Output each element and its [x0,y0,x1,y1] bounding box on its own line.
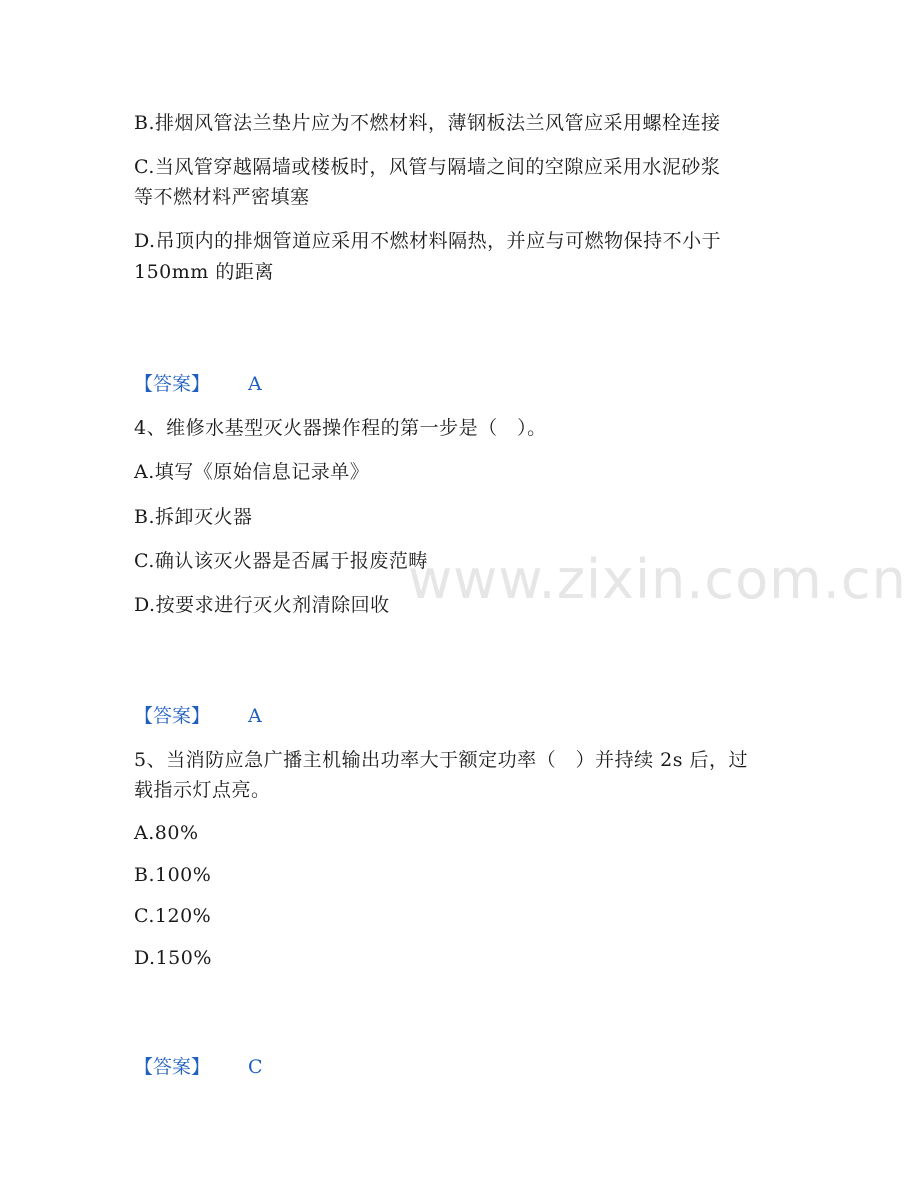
q3-option-c-line1: C.当风管穿越隔墙或楼板时，风管与隔墙之间的空隙应采用水泥砂浆 [134,156,721,178]
watermark: www.zixin.com.cn [408,548,907,611]
q4-option-c: C.确认该灭火器是否属于报废范畴 [134,550,428,572]
q5-option-d: D.150% [134,947,212,969]
answer-label: 【答案】 [134,1056,211,1078]
q5-answer [134,1055,263,1079]
q5-option-c: C.120% [134,905,212,927]
answer-value: A [248,373,262,395]
answer-value: A [248,705,262,727]
q5-option-b: B.100% [134,864,212,886]
answer-value: C [248,1056,263,1078]
q4-stem: 4、维修水基型灭火器操作程的第一步是（ ）。 [134,417,547,439]
q3-option-c-line2: 等不燃材料严密填塞 [134,186,310,208]
q4-option-a: A.填写《原始信息记录单》 [134,461,370,483]
q5-stem-line1: 5、当消防应急广播主机输出功率大于额定功率（ ）并持续 2s 后，过 [134,749,749,771]
q3-answer [134,372,262,396]
answer-label: 【答案】 [134,705,211,727]
q3-option-d-line1: D.吊顶内的排烟管道应采用不燃材料隔热，并应与可燃物保持不小于 [134,230,722,252]
q4-option-d: D.按要求进行灭火剂清除回收 [134,594,390,616]
q4-option-b: B.拆卸灭火器 [134,506,253,528]
answer-label: 【答案】 [134,373,211,395]
q3-option-b: B.排烟风管法兰垫片应为不燃材料，薄钢板法兰风管应采用螺栓连接 [134,112,721,134]
q4-answer [134,704,262,728]
q5-option-a: A.80% [134,822,199,844]
q5-stem-line2: 载指示灯点亮。 [134,779,271,801]
q3-option-d-line2: 150mm 的距离 [134,261,274,283]
